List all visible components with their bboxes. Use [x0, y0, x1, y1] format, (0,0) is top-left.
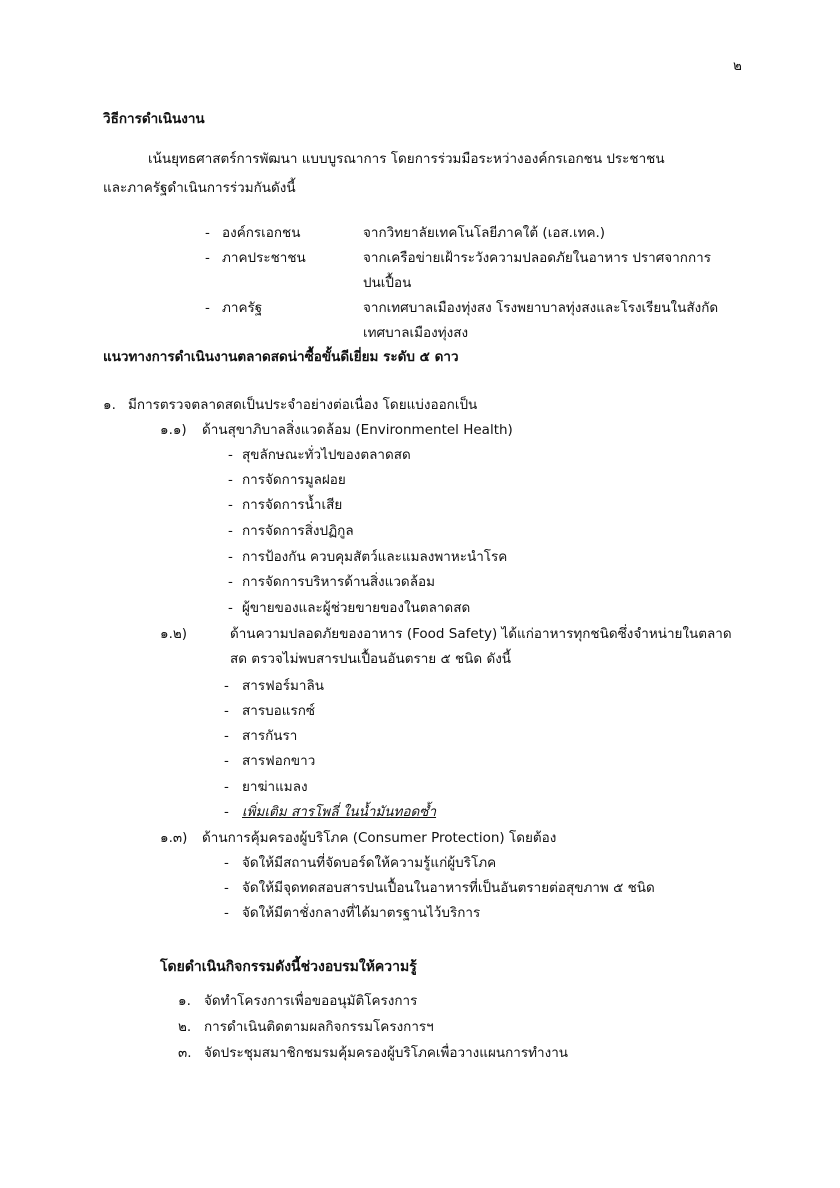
item-number: ๑.: [103, 397, 116, 413]
item-text: มีการตรวจตลาดสดเป็นประจำอย่างต่อเนื่อง โดยแบ่งออกเป็น: [128, 397, 478, 413]
list-item: สุขลักษณะทั่วไปของตลาดสด: [242, 447, 411, 463]
list-bullet: -: [228, 497, 233, 513]
list-bullet: -: [228, 549, 233, 565]
partner-name: องค์กรเอกชน: [222, 225, 301, 241]
list-bullet: -: [224, 905, 229, 921]
list-item: จัดให้มีจุดทดสอบสารปนเปื้อนในอาหารที่เป็นอันตรายต่อสุขภาพ ๕ ชนิด: [242, 880, 655, 896]
subsection-number: ๑.๒): [160, 626, 188, 642]
list-item: สารกันรา: [242, 728, 298, 744]
list-bullet: -: [228, 574, 233, 590]
partner-desc-cont: เทศบาลเมืองทุ่งสง: [363, 325, 469, 341]
list-bullet: -: [224, 678, 229, 694]
list-item-extra: เพิ่มเติม สารโพลี่ ในน้ำมันทอดซ้ำ: [242, 804, 437, 820]
activity-text: จัดทำโครงการเพื่อขออนุมัติโครงการ: [204, 993, 418, 1009]
list-item: จัดให้มีสถานที่จัดบอร์ดให้ความรู้แก่ผู้บริโภค: [242, 855, 497, 871]
list-bullet: -: [228, 447, 233, 463]
subsection-title: ด้านการคุ้มครองผู้บริโภค (Consumer Protection) โดยต้อง: [202, 830, 557, 846]
list-item: การจัดการน้ำเสีย: [242, 497, 343, 513]
list-bullet: -: [224, 880, 229, 896]
partner-desc: จากวิทยาลัยเทคโนโลยีภาคใต้ (เอส.เทค.): [363, 225, 606, 241]
list-item: สารบอแรกซ์: [242, 703, 316, 719]
list-item: การป้องกัน ควบคุมสัตว์และแมลงพาหะนำโรค: [242, 549, 508, 565]
subsection-title: ด้านสุขาภิบาลสิ่งแวดล้อม (Environmentel Health): [202, 422, 513, 438]
list-bullet: -: [224, 728, 229, 744]
subsection-number: ๑.๓): [160, 830, 188, 846]
list-item: ผู้ขายของและผู้ช่วยขายของในตลาดสด: [242, 600, 471, 616]
list-item: จัดให้มีตาชั่งกลางที่ได้มาตรฐานไว้บริการ: [242, 905, 481, 921]
partner-desc: จากเทศบาลเมืองทุ่งสง โรงพยาบาลทุ่งสงและโรงเรียนในสังกัด: [363, 300, 719, 316]
page-number: ๒: [733, 58, 742, 74]
list-bullet: -: [228, 523, 233, 539]
activity-text: จัดประชุมสมาชิกชมรมคุ้มครองผู้บริโภคเพื่อวางแผนการทำงาน: [204, 1045, 568, 1061]
list-bullet: -: [224, 703, 229, 719]
subsection-number: ๑.๑): [160, 422, 187, 438]
guideline-heading: แนวทางการดำเนินงานตลาดสดน่าซื้อขั้นดีเยี่ยม ระดับ ๕ ดาว: [103, 349, 459, 365]
list-bullet: -: [228, 600, 233, 616]
partner-bullet: -: [205, 225, 210, 241]
list-bullet: -: [224, 779, 229, 795]
list-item: การจัดการบริหารด้านสิ่งแวดล้อม: [242, 574, 435, 590]
activity-number: ๒.: [178, 1019, 192, 1035]
activity-number: ๑.: [178, 993, 191, 1009]
list-bullet: -: [228, 472, 233, 488]
activities-heading: โดยดำเนินกิจกรรมดังนี้ช่วงอบรมให้ความรู้: [160, 959, 417, 975]
list-item: ยาฆ่าแมลง: [242, 779, 308, 795]
method-intro-line1: เน้นยุทธศาสตร์การพัฒนา แบบบูรณาการ โดยการร่วมมือระหว่างองค์กรเอกชน ประชาชน: [148, 151, 665, 167]
partner-bullet: -: [205, 250, 210, 266]
list-bullet: -: [224, 855, 229, 871]
partner-bullet: -: [205, 300, 210, 316]
activity-text: การดำเนินติดตามผลกิจกรรมโครงการฯ: [204, 1019, 434, 1035]
subsection-text-cont: สด ตรวจไม่พบสารปนเปื้อนอันตราย ๕ ชนิด ดังนี้: [230, 651, 512, 667]
activity-number: ๓.: [178, 1045, 192, 1061]
list-bullet: -: [224, 804, 229, 820]
list-item: การจัดการสิ่งปฏิกูล: [242, 523, 354, 539]
subsection-text: ด้านความปลอดภัยของอาหาร (Food Safety) ได้แก่อาหารทุกชนิดซึ่งจำหน่ายในตลาด: [230, 626, 732, 642]
list-item: การจัดการมูลฝอย: [242, 472, 346, 488]
list-bullet: -: [224, 753, 229, 769]
method-heading: วิธีการดำเนินงาน: [103, 111, 205, 127]
partner-desc: จากเครือข่ายเฝ้าระวังความปลอดภัยในอาหาร ปราศจากการ: [363, 250, 711, 266]
partner-desc-cont: ปนเปื้อน: [363, 275, 412, 291]
method-intro-line2: และภาครัฐดำเนินการร่วมกันดังนี้: [103, 180, 296, 196]
partner-name: ภาคประชาชน: [222, 250, 306, 266]
list-item: สารฟอกขาว: [242, 753, 316, 769]
partner-name: ภาครัฐ: [222, 300, 263, 316]
list-item: สารฟอร์มาลิน: [242, 678, 324, 694]
